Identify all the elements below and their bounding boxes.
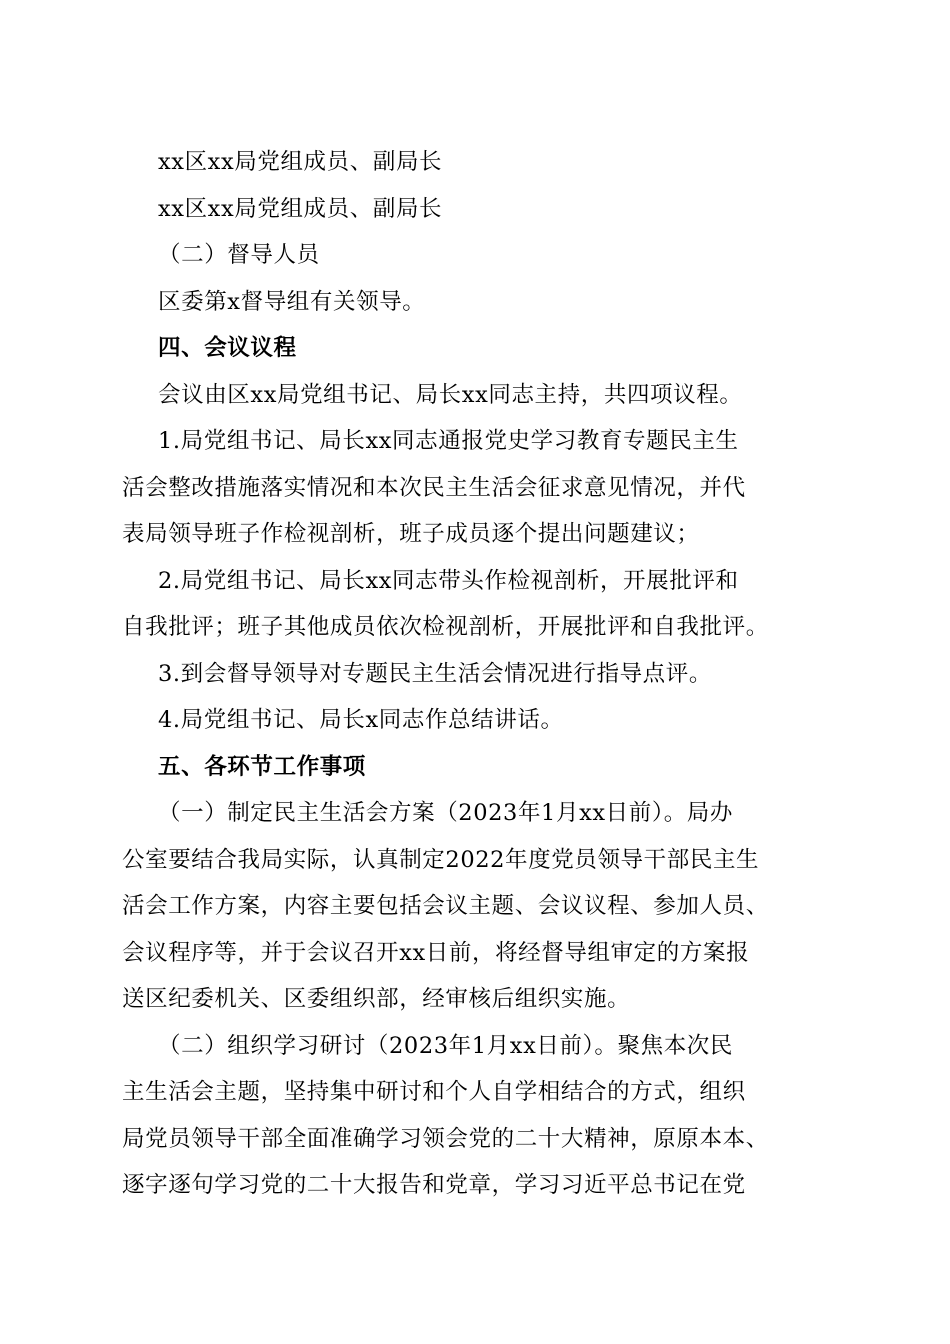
section-5-heading: 五、各环节工作事项 <box>158 753 366 780</box>
agenda-item-2-line: 2.局党组书记、局长xx同志带头作检视剖析，开展批评和 <box>158 567 739 594</box>
member-line: xx区xx局党组成员、副局长 <box>158 195 443 222</box>
member-line: xx区xx局党组成员、副局长 <box>158 149 443 175</box>
step-1-line: 公室要结合我局实际，认真制定2022年度党员领导干部民主生 <box>122 846 760 873</box>
agenda-item-4: 4.局党组书记、局长x同志作总结讲话。 <box>158 707 564 733</box>
agenda-item-1-line: 1.局党组书记、局长xx同志通报党史学习教育专题民主生 <box>158 428 739 454</box>
step-2-line: （二）组织学习研讨（2023年1月xx日前）。聚焦本次民 <box>158 1032 734 1059</box>
step-1-line: 送区纪委机关、区委组织部，经审核后组织实施。 <box>122 986 631 1012</box>
step-2-line: 逐字逐句学习党的二十大报告和党章，学习习近平总书记在党 <box>122 1172 746 1198</box>
agenda-item-3: 3.到会督导领导对专题民主生活会情况进行指导点评。 <box>158 660 712 687</box>
document-body <box>122 139 824 1209</box>
agenda-item-1-line: 表局领导班子作检视剖析，班子成员逐个提出问题建议； <box>122 521 700 547</box>
agenda-item-2-line: 自我批评；班子其他成员依次检视剖析，开展批评和自我批评。 <box>122 614 769 640</box>
step-1-line: 会议程序等，并于会议召开xx日前，将经督导组审定的方案报 <box>122 939 750 966</box>
step-2-line: 局党员领导干部全面准确学习领会党的二十大精神，原原本本、 <box>122 1125 769 1152</box>
section-4-heading: 四、会议议程 <box>158 335 297 361</box>
agenda-item-1-line: 活会整改措施落实情况和本次民主生活会征求意见情况，并代 <box>122 474 746 501</box>
step-1-line: 活会工作方案，内容主要包括会议主题、会议议程、参加人员、 <box>122 893 769 919</box>
step-1-line: （一）制定民主生活会方案（2023年1月xx日前）。局办 <box>158 800 734 826</box>
supervisors-text: 区委第x督导组有关领导。 <box>158 288 426 315</box>
supervisors-heading: （二）督导人员 <box>158 242 320 268</box>
step-2-line: 主生活会主题，坚持集中研讨和个人自学相结合的方式，组织 <box>122 1079 746 1105</box>
section-4-intro: 会议由区xx局党组书记、局长xx同志主持，共四项议程。 <box>158 381 743 408</box>
